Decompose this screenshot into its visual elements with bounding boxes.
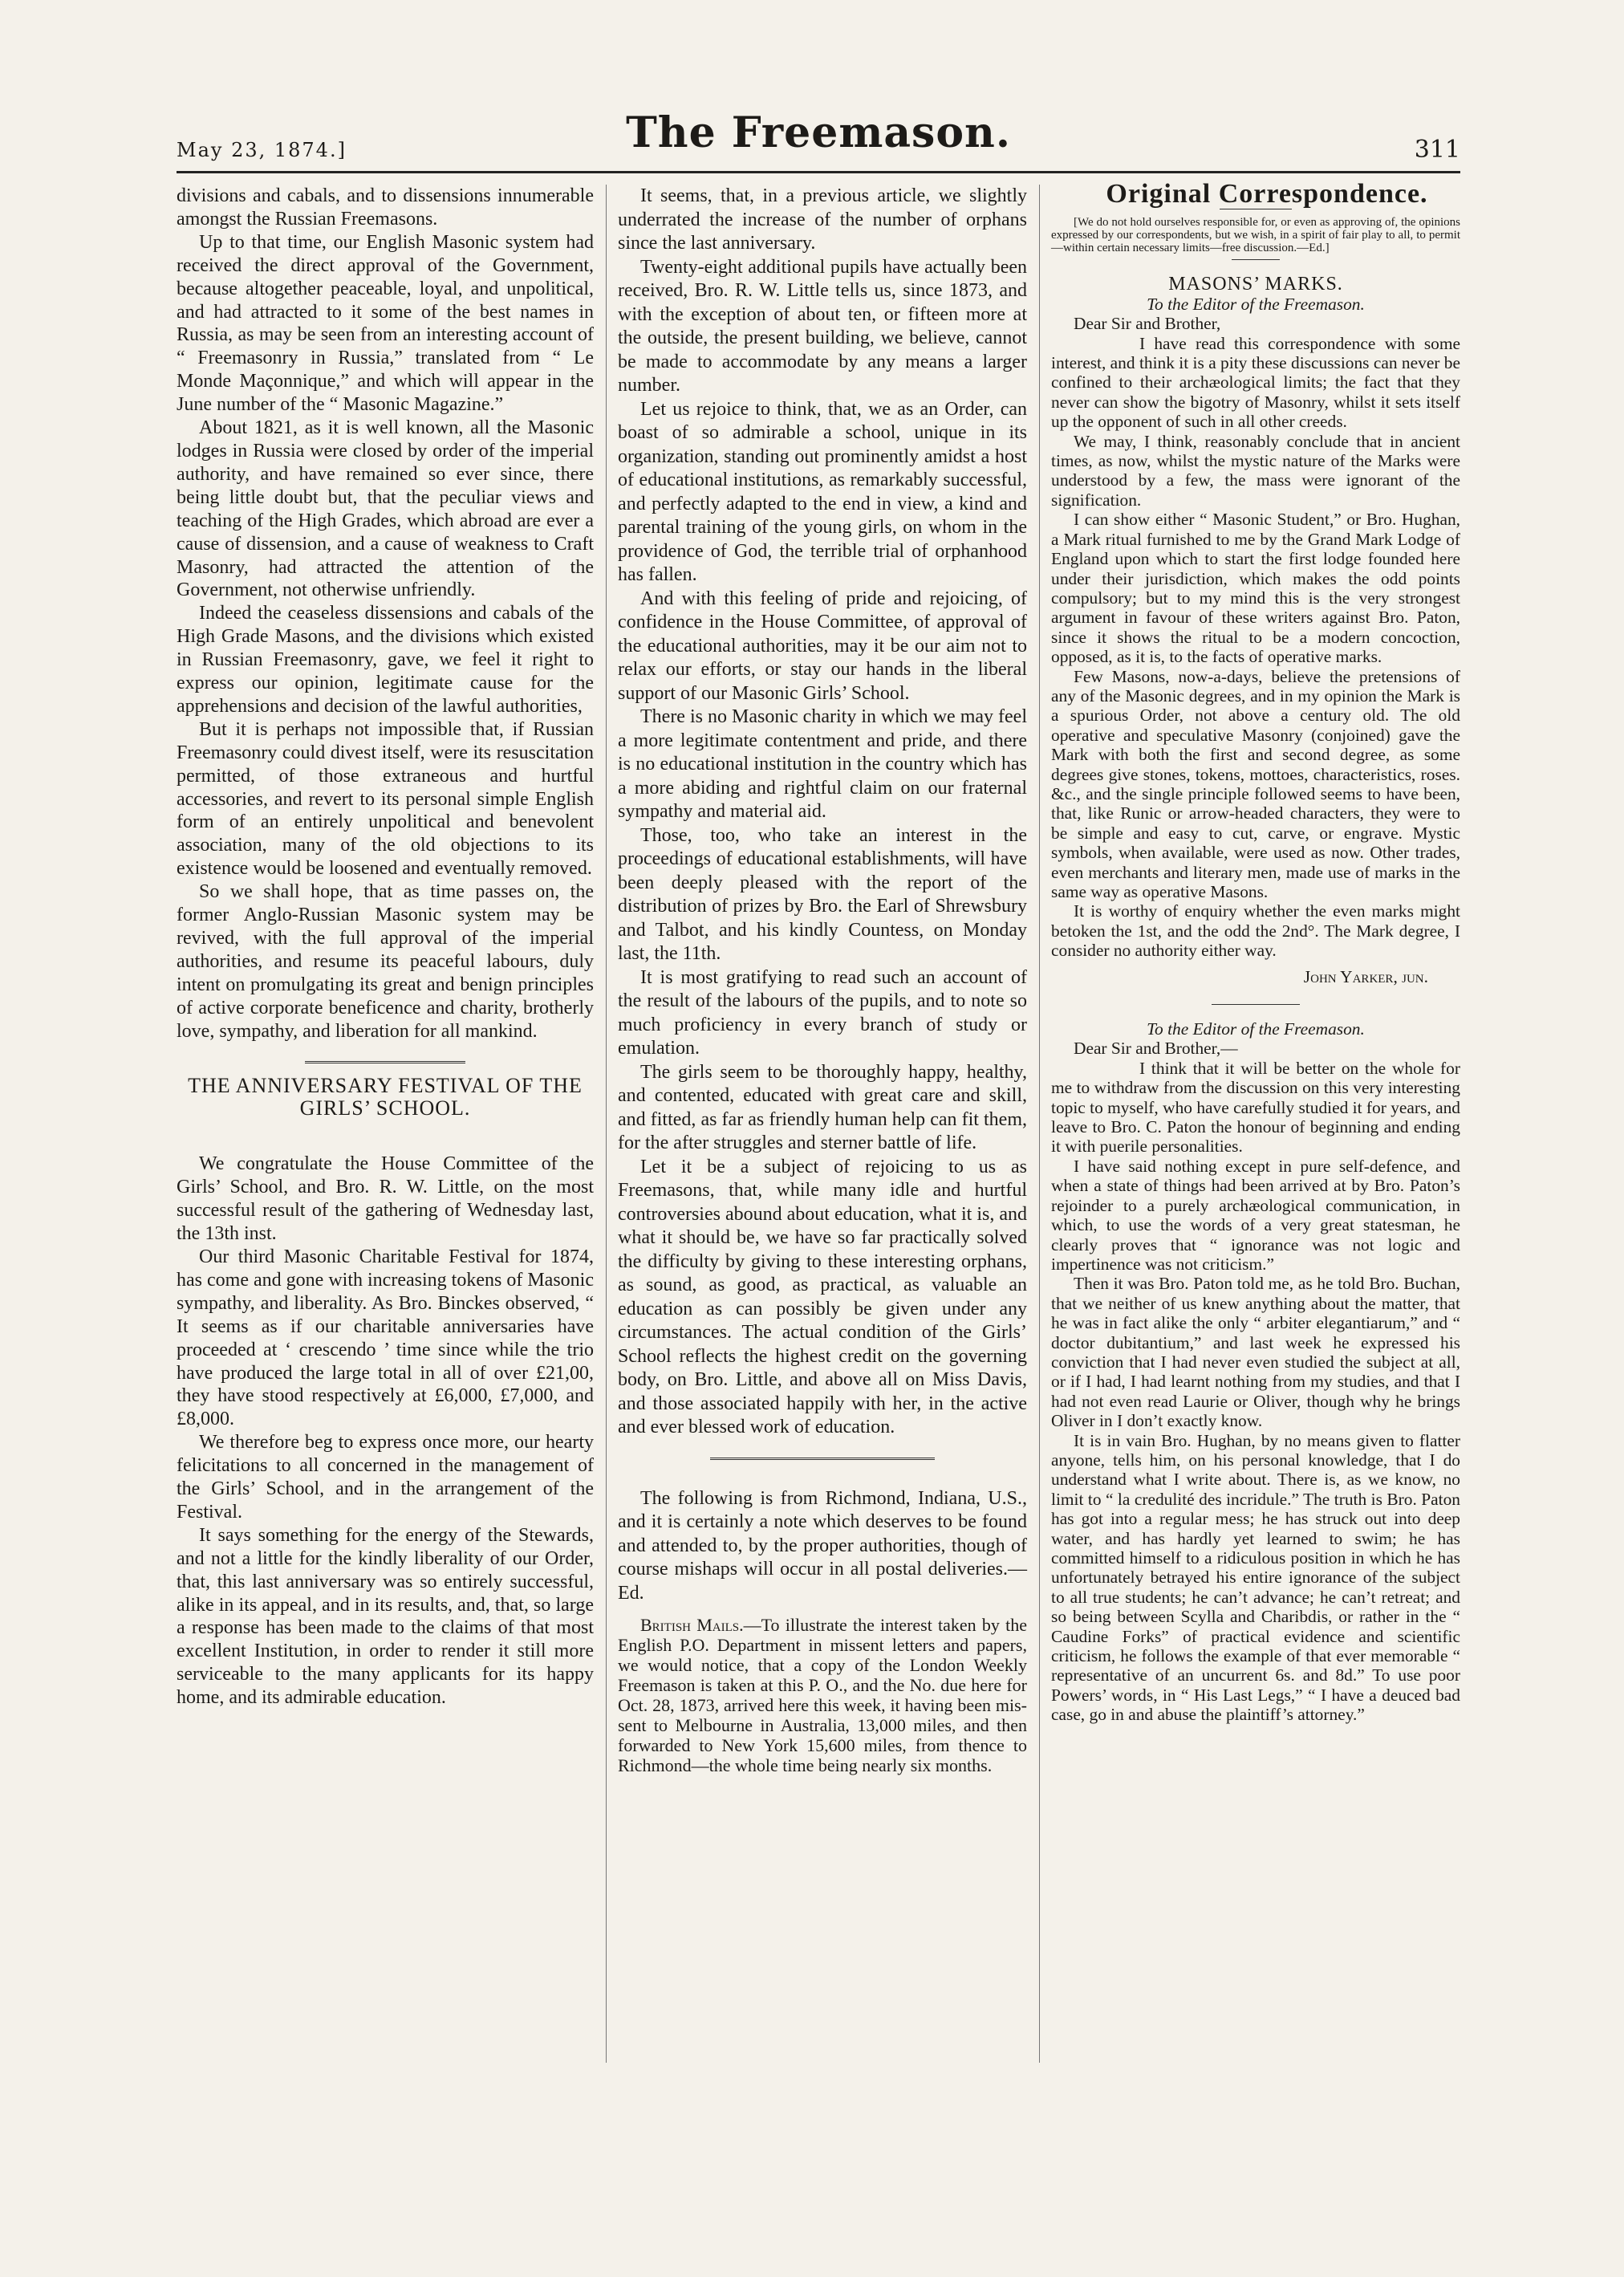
letter-paragraph: We may, I think, reasonably conclude that in ancient times, as now, whilst the mystic nature of the Marks were understood by a few, the mass were ignorant of the signification. xyxy=(1051,431,1460,510)
letter-addressee: To the Editor of the Freemason. xyxy=(1147,1019,1365,1039)
article-paragraph: But it is perhaps not impossible that, if Russian Freemasonry could divest itself, were its resuscitation permitted, of those extraneous and hurtful accessories, and revert to its personal simple English form of an entirely unpolitical and benevolent association, many of the old objections to its existence would be loosened and eventually removed. xyxy=(177,718,594,880)
article-paragraph: So we shall hope, that as time passes on, the former Anglo-Russian Masonic system may be revived, with the full approval of the imperial authorities, and resume its peaceful labours, duly intent on promulgating its great and benign principles of active corporate beneficence and charity, brotherly love, sympathy, and liberation for all mankind. xyxy=(177,881,594,1042)
article-paragraph: It says something for the energy of the Stewards, and not a little for the kindly liberality of our Order, that, this last anniversary was so entirely successful, alike in its appeal, and in its results, and, that, so large a response has been made to the claims of that most excellent Institution, in order to render it still more serviceable to the many applicants for its happy home, and its admirable education. xyxy=(177,1524,594,1709)
column-2 xyxy=(618,185,1027,1775)
article-paragraph: And with this feeling of pride and rejoicing, of confidence in the House Committee, of approval of the educational authorities, may it be our aim not to relax our efforts, or stay our hands in the liberal support of our Masonic Girls’ School. xyxy=(618,588,1027,704)
issue-date: May 23, 1874.] xyxy=(177,139,347,161)
article-paragraph: Let it be a subject of rejoicing to us as Freemasons, that, while many idle and hurtful controversies abound about education, what it is, and what it should be, we have so far practically solved the difficulty by giving to these interesting orphans, as sound, as good, as practical, as valuable an education as can possibly be given under any circumstances. The actual condition of the Girls’ School reflects the highest credit on the governing body, on Bro. Little, and above all on Miss Davis, and those associated happily with her, in the active and ever blessed work of education. xyxy=(618,1156,1027,1437)
letter-addressee: To the Editor of the Freemason. xyxy=(1147,294,1365,314)
british-mails-text: —To illustrate the interest taken by the English P.O. Department in missent letters and papers, we would notice, that a copy of the London Weekly Freemason is taken at this P. O., and the No. due here for Oct. 28, 1873, arrived here this week, it having been mis-sent to Melbourne in Australia, 13,000 miles, and then forwarded to New York 15,600 miles, from thence to Richmond—the whole time being nearly six months. xyxy=(618,1615,1027,1775)
article-paragraph: Let us rejoice to think, that, we as an Order, can boast of so admirable a school, unique in its organization, standing out prominently amidst a host of educational institutions, as remarkably successful, and perfectly adapted to the end in view, a kind and parental training of the young girls, on whom in the providence of God, the terrible trial of orphanhood has fallen. xyxy=(618,398,1027,585)
article-paragraph: Those, too, who take an interest in the proceedings of educational establishments, will have been deeply pleased with the report of the distribution of prizes by Bro. the Earl of Shrewsbury and Talbot, and his kindly Countess, on Monday last, the 11th. xyxy=(618,824,1027,964)
column-3 xyxy=(1051,179,1460,1725)
letter-paragraph: Few Masons, now-a-days, believe the pretensions of any of the Masonic degrees, and in my opinion the Mark is a spurious Order, not above a century old. The old operative and speculative Masonry (conjoined) gave the Mark with both the first and second degree, as some degrees give stones, tokens, mottoes, characteristics, roses. &c., and the single principle followed seems to have been, that, like Runic or arrow-headed characters, they were to be simple and easy to cut, carve, or engrave. Mystic symbols, when available, were used as now. Other trades, even merchants and literary men, made use of marks in the same way as operative Masons. xyxy=(1051,666,1460,901)
article-paragraph: It is most gratifying to read such an account of the result of the labours of the pupils, and to note so much proficiency in every branch of study or emulation. xyxy=(618,966,1027,1059)
article-paragraph: We congratulate the House Committee of the Girls’ School, and Bro. R. W. Little, on the most successful result of the gathering of Wednesday last, the 13th inst. xyxy=(177,1153,594,1245)
british-mails-paragraph xyxy=(618,1615,1027,1775)
article-paragraph: Up to that time, our English Masonic system had received the direct approval of the Government, because altogether peaceable, loyal, and unpolitical, and had attracted to it some of the best names in Russia, as may be seen from an interesting account of “ Freemasonry in Russia,” translated from “ Le Monde Maçonnique,” and which will appear in the June number of the “ Masonic Magazine.” xyxy=(177,231,594,416)
article-paragraph: Twenty-eight additional pupils have actually been received, Bro. R. W. Little tells us, since 1873, and with the exception of about ten, or fifteen more at the outside, the present building, we believe, cannot be made to accommodate by any means a larger number. xyxy=(618,256,1027,396)
section-title: Original Correspondence. xyxy=(1106,179,1428,209)
article-paragraph: There is no Masonic charity in which we may feel a more legitimate contentment and pride, and there is no educational institution in the country which has a more abiding and rightful claim on our fraternal sympathy and material aid. xyxy=(618,706,1027,822)
british-mails-label: British Mails. xyxy=(640,1615,744,1635)
newspaper-page xyxy=(160,108,1460,2163)
letter-paragraph: I can show either “ Masonic Student,” or Bro. Hughan, a Mark ritual furnished to me by the Grand Mark Lodge of England upon which to start the first lodge founded here under their jurisdiction, which makes the odd points compulsory; but to my mind this is the very strongest argument in favour of these writers against Bro. Paton, since it shows the ritual to be a modern concoction, opposed, as it is, to the facts of operative marks. xyxy=(1051,510,1460,667)
festival-heading: THE ANNIVERSARY FESTIVAL OF THE GIRLS’ SCHOOL. xyxy=(188,1073,583,1120)
article-paragraph: About 1821, as it is well known, all the Masonic lodges in Russia were closed by order of the imperial authority, and have remained so ever since, there being little doubt but, that the peculiar views and teaching of the High Grades, which abroad are ever a cause of dissension, and a cause of weakness to Craft Masonry, had attracted the attention of the Government, not otherwise unfriendly. xyxy=(177,417,594,601)
letter-paragraph: It is in vain Bro. Hughan, by no means given to flatter anyone, tells him, on his personal knowledge, that I do understand what I write about. There is, as we know, no limit to “ la credulité des incridule.” The truth is Bro. Paton has got into a regular mess; he has struck out into deep water, and has hardly yet learned to swim; he has committed himself to a ridiculous position in which he has unfortunately betrayed his entire ignorance of the subject to all true students; he can’t advance; he can’t retreat; and so being between Scylla and Charibdis, or rather in the “ Caudine Forks” of practical evidence and scientific criticism, he follows the example of that ever memorable “ representative of an uncurrent 6s. and 8d.” To use poor Powers’ words, in “ His Last Legs,” “ I have a deuced bad case, go in and abuse the plaintiff’s attorney.” xyxy=(1051,1430,1460,1725)
article-paragraph: Our third Masonic Charitable Festival for 1874, has come and gone with increasing tokens of Masonic sympathy, and liberality. As Bro. Binckes observed, “ It seems as if our charitable anniversaries have proceeded at ‘ crescendo ’ time since while the trio have produced the large total in all of over £21,00, they have stood respectively at £6,000, £7,000, and £8,000. xyxy=(177,1246,594,1430)
article-paragraph: divisions and cabals, and to dissensions innumerable amongst the Russian Freemasons. xyxy=(177,185,594,230)
letter-title: MASONS’ MARKS. xyxy=(1168,274,1343,295)
column-divider xyxy=(1039,185,1040,2063)
column-divider xyxy=(606,185,607,2063)
article-paragraph: Indeed the ceaseless dissensions and cabals of the High Grade Masons, and the divisions which existed in Russian Freemasonry, gave, we feel it right to express our opinion, legitimate cause for the apprehensions and decision of the lawful authorities, xyxy=(177,603,594,717)
letter-salutation: Dear Sir and Brother, xyxy=(1074,314,1221,334)
editor-note: [We do not hold ourselves responsible for, or even as approving of, the opinions expressed by our correspondents, but we wish, in a spirit of fair play to all, to permit—within certain necessary limits—free discussion.—Ed.] xyxy=(1051,216,1460,255)
article-paragraph: We therefore beg to express once more, our hearty felicitations to all concerned in the management of the Girls’ School, and in the arrangement of the Festival. xyxy=(177,1432,594,1523)
richmond-note: The following is from Richmond, Indiana, U.S., and it is certainly a note which deserves to be found and attended to, by the proper authorities, though of course mishaps will occur in all postal deliveries.—Ed. xyxy=(618,1487,1027,1604)
letter-paragraph: I think that it will be better on the whole for me to withdraw from the discussion on this very interesting topic to myself, who have carefully studied it for years, and leave to Bro. C. Paton the honour of beginning and ending it with puerile personalities. xyxy=(1051,1058,1460,1157)
header-rule xyxy=(177,171,1460,173)
letter-salutation: Dear Sir and Brother,— xyxy=(1074,1039,1238,1059)
letter-paragraph: I have said nothing except in pure self-defence, and when a state of things had been arrived at by Bro. Paton’s rejoinder to a purely archæological communication, in which, to use the words of a very great statesman, he clearly proves that “ ignorance was not logic and impertinence was not criticism.” xyxy=(1051,1156,1460,1274)
page-header xyxy=(177,108,1460,165)
letter-signature: John Yarker, jun. xyxy=(1303,966,1428,986)
letter-paragraph: I have read this correspondence with some interest, and think it is a pity these discussions can never be confined to their archæological limits; the fact that they never can show the bigotry of Masonry, whilst it sets itself up the opponent of such in all other creeds. xyxy=(1051,333,1460,432)
letter-paragraph: Then it was Bro. Paton told me, as he told Bro. Buchan, that we neither of us knew anything about the matter, that he was in fact alike the only “ arbiter elegantiarum,” and “ doctor dubitantium,” and last week he expressed his conviction that I had never even studied the subject at all, or if I had, I had learnt nothing from my studies, and that I had not even read Laurie or Oliver, though why he brings Oliver in I don’t exactly know. xyxy=(1051,1274,1460,1431)
page-number: 311 xyxy=(1414,136,1460,164)
article-paragraph: It seems, that, in a previous article, we slightly underrated the increase of the number of orphans since the last anniversary. xyxy=(618,185,1027,254)
letter-paragraph: It is worthy of enquiry whether the even marks might betoken the 1st, and the odd the 2nd°. The Mark degree, I consider no authority either way. xyxy=(1051,901,1460,961)
column-1 xyxy=(177,185,594,1710)
masthead-title: The Freemason. xyxy=(626,108,1011,157)
article-paragraph: The girls seem to be thoroughly happy, healthy, and contented, educated with great care and skill, and fitted, as far as friendly human help can fit them, for the after struggles and sterner battle of life. xyxy=(618,1061,1027,1153)
